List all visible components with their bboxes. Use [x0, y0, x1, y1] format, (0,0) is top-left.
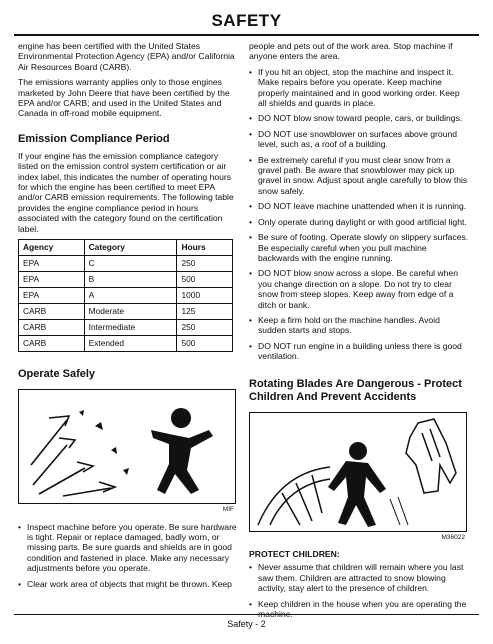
table-cell: Intermediate	[84, 320, 177, 336]
bullet-item: • DO NOT blow snow across a slope. Be careful when you change direction on a slope. Do not try to clear snow from steep slopes. Keep away from edge of a ditch or bank.	[249, 268, 469, 310]
protect-children-heading: PROTECT CHILDREN:	[249, 548, 340, 559]
table-cell: EPA	[19, 288, 85, 304]
table-cell: Extended	[84, 336, 177, 352]
bullet-item: • Be extremely careful if you must clear snow from a gravel path. Be aware that snowblower may pick up gravel in snow. Adjust spout angle carefully to blow this snow safely.	[249, 155, 469, 197]
page-footer	[14, 614, 479, 629]
emission-paragraph: If your engine has the emission compliance category listed on the emission control system certification or air index label, this indicates the number of operating hours for which the engine has been certified to meet EPA and/or CARB emission requirements. The following table provides the engine compliance period in hours associated with the category found on the certification label.	[18, 150, 234, 234]
table-header-cell: Hours	[177, 240, 233, 256]
thrown-object-illustration	[19, 390, 235, 503]
table-cell: 250	[177, 256, 233, 272]
compliance-table	[18, 239, 233, 352]
bullet-item: • DO NOT blow snow toward people, cars, or buildings.	[249, 113, 469, 123]
table-cell: 1000	[177, 288, 233, 304]
bullet-item: • Keep a firm hold on the machine handles. Avoid sudden starts and stops.	[249, 315, 469, 336]
intro-paragraph-2: The emissions warranty applies only to those engines marketed by John Deere that have been certified by the EPA and/or CARB; and used in the United States and Canada in off-road mobile equipment.	[18, 77, 230, 119]
right-column	[249, 41, 469, 624]
table-cell: 125	[177, 304, 233, 320]
page-number-label: Safety - 2	[227, 619, 266, 629]
table-cell: CARB	[19, 304, 85, 320]
table-cell: A	[84, 288, 177, 304]
operator-warning-figure	[18, 389, 236, 504]
table-header-cell: Agency	[19, 240, 85, 256]
bullet-item: • Never assume that children will remain where you last saw them. Children are attracted to snow blowing activity, stay alert to the presence of children.	[249, 562, 469, 593]
bullet-item: • If you hit an object, stop the machine and inspect it. Make repairs before you operate. Keep machine properly maintained and in good working order. Keep all shields and guards in place.	[249, 67, 469, 109]
table-row	[19, 272, 233, 288]
bullet-item: • DO NOT run engine in a building unless there is good ventilation.	[249, 341, 469, 362]
bullet-item: • Clear work area of objects that might be thrown. Keep	[18, 579, 238, 589]
table-row	[19, 304, 233, 320]
rotating-blades-heading: Rotating Blades Are Dangerous - Protect Children And Prevent Accidents	[249, 377, 462, 403]
table-row	[19, 320, 233, 336]
operate-heading: Operate Safely	[18, 368, 96, 381]
intro-paragraph-1: engine has been certified with the United States Environmental Protection Agency (EPA) and/or California Air Resources Board (CARB).	[18, 41, 235, 72]
table-cell: EPA	[19, 256, 85, 272]
table-cell: 250	[177, 320, 233, 336]
bullet-item: • Inspect machine before you operate. Be sure hardware is tight. Repair or replace damaged, badly worn, or missing parts. Be sure guards and shields are in good condition and fastened in place. Make any necessary adjustments before you operate.	[18, 522, 238, 574]
table-cell: 500	[177, 336, 233, 352]
table-row	[19, 336, 233, 352]
table-header-row	[19, 240, 233, 256]
table-cell: 500	[177, 272, 233, 288]
page-title: SAFETY	[211, 11, 282, 30]
table-row	[19, 256, 233, 272]
child-blade-warning-figure	[249, 412, 467, 532]
continued-paragraph: people and pets out of the work area. Stop machine if anyone enters the area.	[249, 41, 453, 62]
table-row	[19, 288, 233, 304]
table-cell: C	[84, 256, 177, 272]
figure-1-caption: MIF	[222, 506, 234, 514]
table-cell: CARB	[19, 336, 85, 352]
bullet-item: • DO NOT leave machine unattended when it is running.	[249, 201, 469, 211]
emission-heading: Emission Compliance Period	[18, 132, 170, 145]
bullet-item: • DO NOT use snowblower on surfaces above ground level, such as, a roof of a building.	[249, 129, 469, 150]
child-near-blower-illustration	[250, 413, 466, 531]
table-header-cell: Category	[84, 240, 177, 256]
left-column	[18, 41, 238, 594]
page-header	[14, 8, 479, 36]
bullet-item: • Be sure of footing. Operate slowly on slippery surfaces. Be especially careful when you pull machine backwards with the engine running.	[249, 232, 469, 263]
table-cell: B	[84, 272, 177, 288]
table-cell: Moderate	[84, 304, 177, 320]
table-cell: EPA	[19, 272, 85, 288]
bullet-item: • Keep children in the house when you are operating the machine.	[249, 599, 469, 620]
table-cell: CARB	[19, 320, 85, 336]
figure-2-caption: M36022	[441, 533, 465, 541]
bullet-item: • Only operate during daylight or with good artificial light.	[249, 217, 469, 227]
